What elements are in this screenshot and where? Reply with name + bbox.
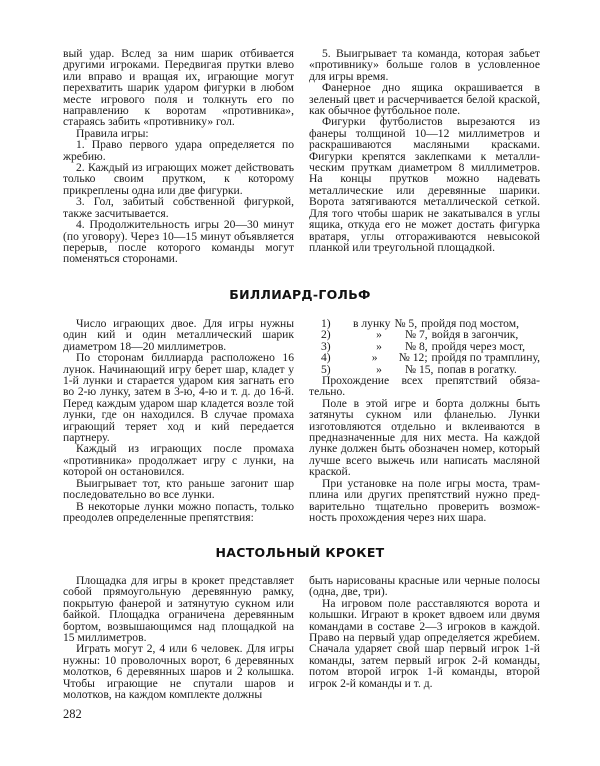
- page-number: 282: [63, 707, 82, 721]
- croquet-left-column: [63, 575, 294, 700]
- paragraph: Поле в этой игре и борта должны быть затянуты сукном или фланелью. Лунки изготовляются отдельно и вклеиваются в предназначенные для них места. На каждой лунке должен быть обозначен номер, который лучше всего выжечь или написать масляной краской.: [309, 396, 540, 479]
- paragraph: Каждый из играющих после промаха «противника» продолжает игру с лунки, на которой он остановился.: [63, 442, 294, 479]
- football-left-column: [63, 48, 294, 265]
- rule-4: 4. Продолжительность игры 20—30 минут (по уговору). Через 10—15 минут объявляется перерыв, после которого команды могут поменяться сторонами.: [63, 218, 294, 266]
- rule-3: 3. Гол, забитый собственной фигуркой, также засчитывается.: [63, 195, 294, 220]
- paragraph: Площадка для игры в крокет представляет собой прямоугольную деревянную рамку, покрытую фанерой и затянутую сукном или байкой. Площадка ограничена деревянным бортом, возвышающимся над площадкой на 15 миллиметров.: [63, 574, 294, 645]
- paragraph: Фигурки футболистов вырезаются из фанеры толщиной 10—12 миллиметров и раскрашиваются масляными красками. Фигурки крепятся заклепками к металлическим пруткам диаметром 8 миллиметров. На концы прутков можно надевать металлические или деревянные шарики. Ворота затягиваются металлической сеткой. Для того чтобы шарик не закатывался в углы ящика, откуда его не может достать фигурка вратаря, углы отгораживаются невысокой планкой или треугольной площадкой.: [309, 115, 540, 254]
- rule-5: 5. Выигрывает та команда, которая забьет «противнику» больше голов в условленное для игры время.: [309, 47, 540, 83]
- section-heading-billiard-golf: БИЛЛИАРД-ГОЛЬФ: [229, 287, 371, 302]
- paragraph: Выигрывает тот, кто раньше загонит шар последовательно во все лунки.: [63, 476, 294, 502]
- obstacle-list: [309, 318, 540, 375]
- rule-2: 2. Каждый из играющих может действовать только своим прутком, к которому прикреплены одна или две фигурки.: [63, 161, 294, 197]
- paragraph: Правила игры:: [76, 126, 149, 140]
- billiard-right-column: [309, 318, 540, 523]
- billiard-left-column: [63, 318, 294, 523]
- paragraph: вый удар. Вслед за ним шарик отбивается другими игроками. Передвигая прутки влево или вправо и вращая их, играющие могут перехватить шарик ударом фигурки в любом месте игрового поля и толкнуть его по направлению к воротам «противника», стараясь забить «противнику» гол.: [63, 47, 294, 129]
- obstacle-item: 1) в лунку № 5, пройдя под мостом,: [321, 317, 519, 330]
- obstacle-item: 4) » № 12; пройдя по трамплину,: [321, 351, 540, 365]
- paragraph: Играть могут 2, 4 или 6 человек. Для игры нужны: 10 проволочных ворот, 6 деревянных молотков, 6 деревянных шаров и 2 колышка. Чтобы играющие не спутали шаров и молотков, на каждом комплекте должны: [63, 642, 294, 702]
- paragraph: При установке на поле игры моста, трамплина или других препятствий нужно предварительно тщательно проверить возможность прохождения через них шара.: [309, 476, 540, 524]
- obstacle-item: 5) » № 15, попав в рогатку.: [321, 362, 517, 376]
- obstacle-item: 3) » № 8, пройдя через мост,: [321, 339, 525, 353]
- paragraph: На игровом поле расставляются ворота и колышки. Играют в крокет вдвоем или двумя командами в составе 2—3 игроков в каждой. Право на первый удар определяется жребием. Сначала ударяет свой шар первый игрок 1-й команды, затем первый игрок 2-й команды, потом второй игрок 1-й команды, второй игрок 2-й команды и т. д.: [309, 596, 540, 690]
- paragraph: быть нарисованы красные или черные полосы (одна, две, три).: [309, 574, 540, 599]
- section-heading-table-croquet: НАСТОЛЬНЫЙ КРОКЕТ: [215, 545, 385, 560]
- football-right-column: [309, 48, 540, 253]
- paragraph: Фанерное дно ящика окрашивается в зеленый цвет и расчерчивается белой краской, как обычное футбольное поле.: [309, 81, 540, 118]
- croquet-right-column: [309, 575, 540, 689]
- paragraph: Число играющих двое. Для игры нужны один кий и один металлический шарик диаметром 18—20 миллиметров.: [63, 317, 294, 353]
- paragraph: В некоторые лунки можно попасть, только преодолев определенные препятствия:: [63, 499, 294, 524]
- paragraph: Прохождение всех препятствий обязательно.: [309, 374, 540, 399]
- obstacle-item: 2) » № 7, войдя в загончик,: [321, 328, 519, 342]
- rule-1: 1. Право первого удара определяется по жребию.: [63, 138, 294, 163]
- paragraph: По сторонам биллиарда расположено 16 лунок. Начинающий игру берет шар, кладет у 1-й лунки и старается ударом кия загнать его во 2-ю лунку, затем в 3-ю, 4-ю и т. д. до 16-й. Перед каждым ударом шар кладется возле той лунки, где он находился. В случае промаха играющий теряет ход и кий передается партнеру.: [63, 351, 294, 445]
